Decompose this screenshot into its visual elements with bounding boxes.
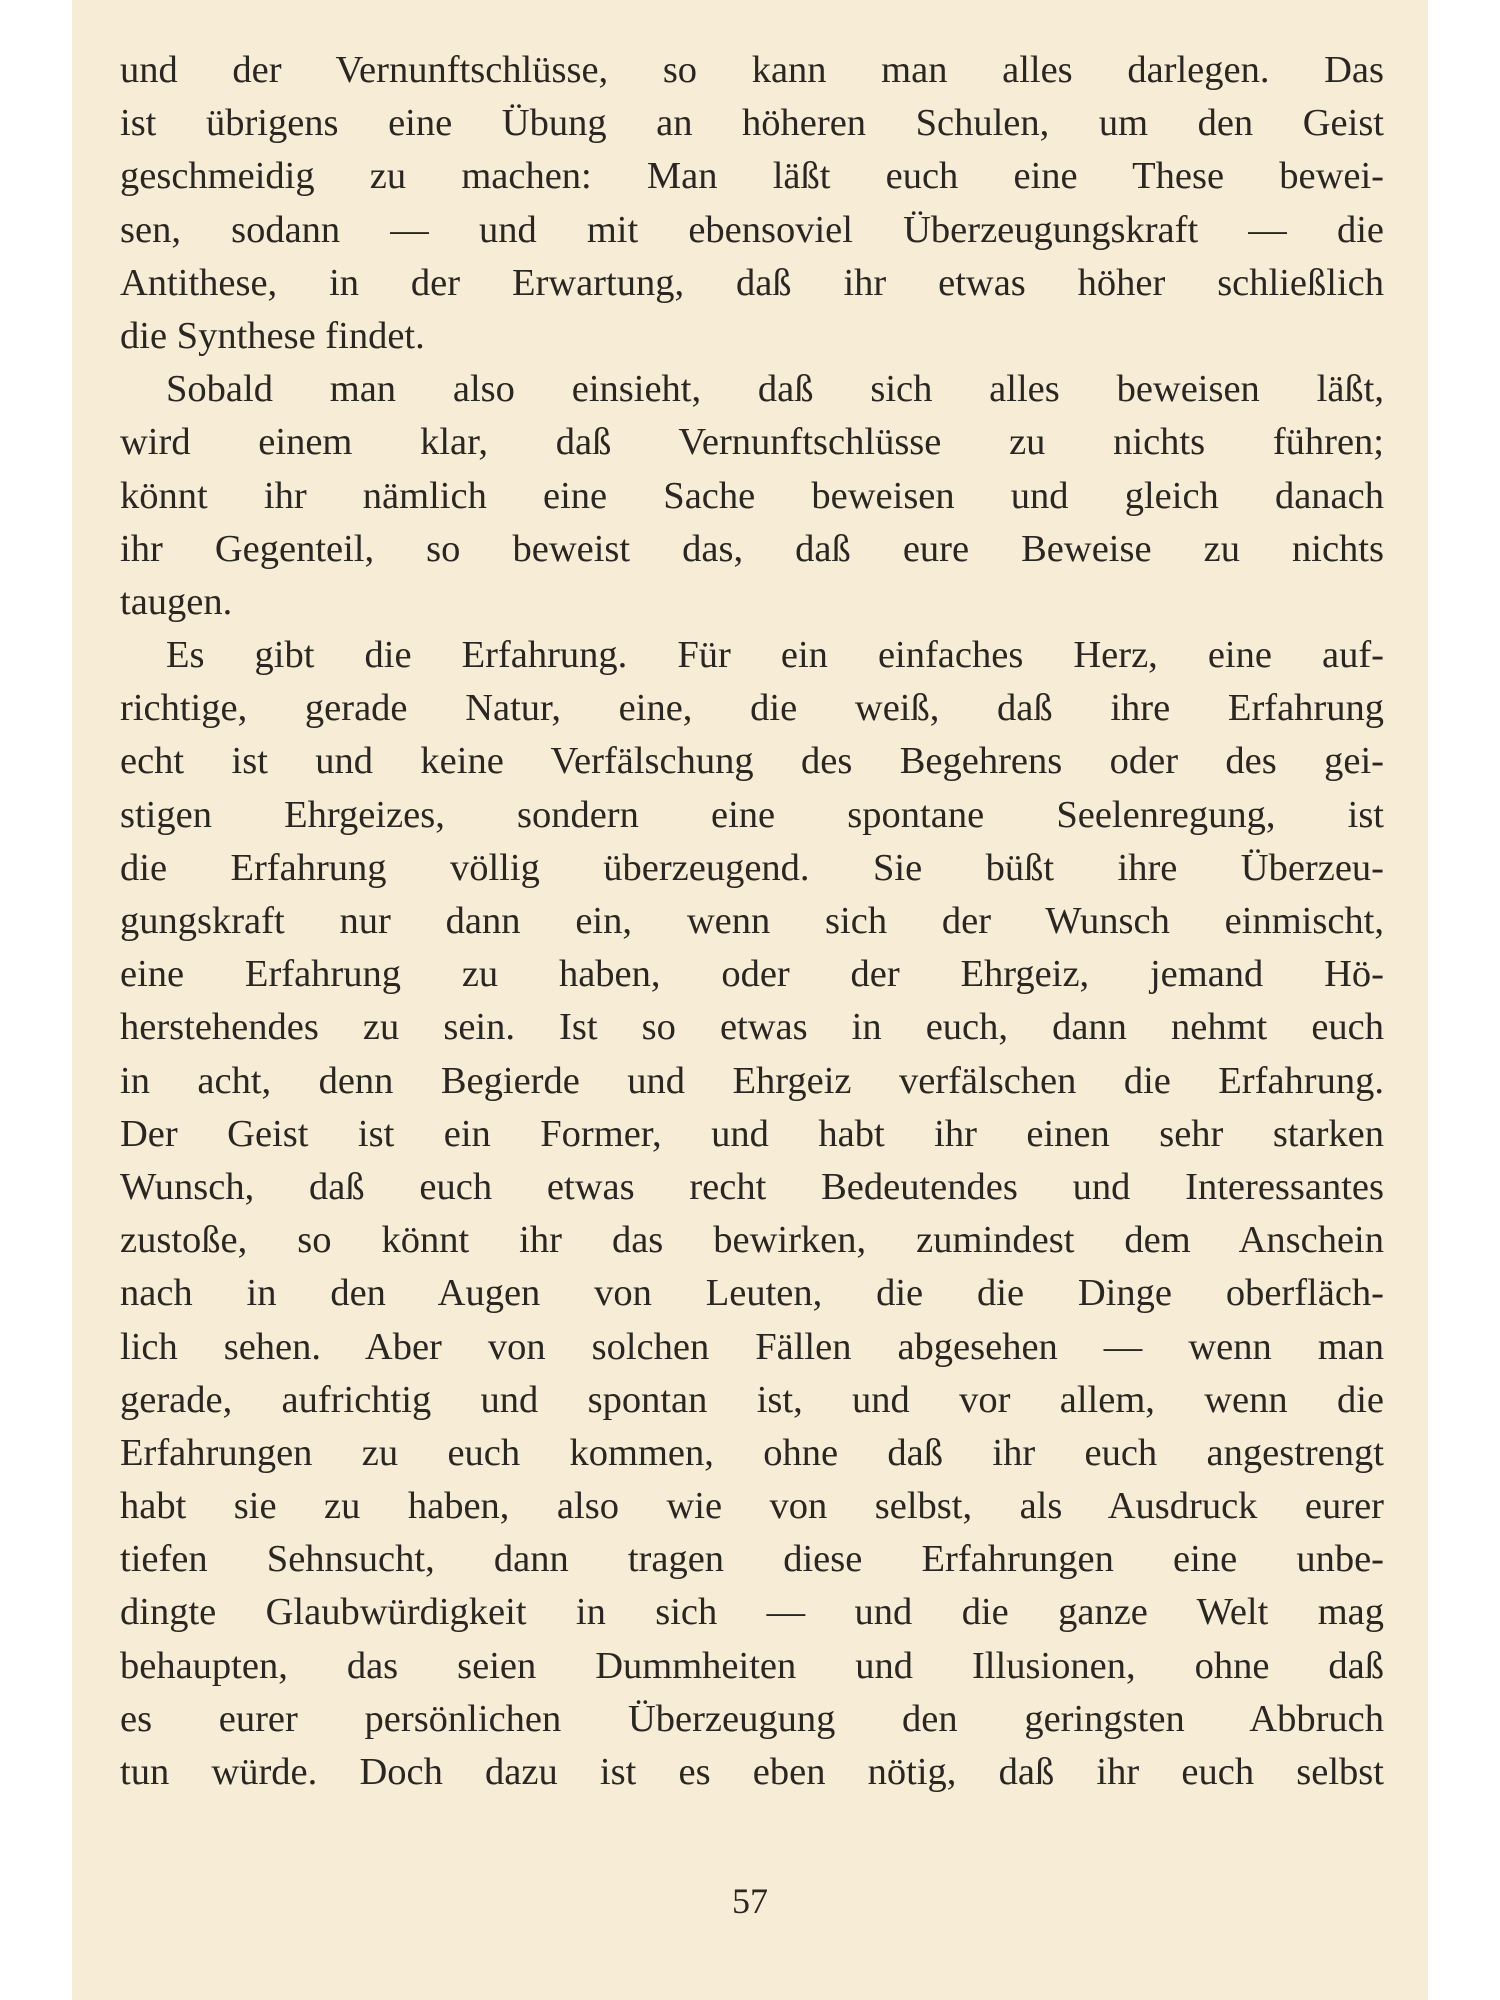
text-line: Wunsch, daß euch etwas recht Bedeutendes und Interessantes <box>120 1165 1384 1208</box>
text-line: ist übrigens eine Übung an höheren Schulen, um den Geist <box>120 102 1384 145</box>
text-line: geschmeidig zu machen: Man läßt euch eine These bewei- <box>120 155 1384 198</box>
text-line: und der Vernunftschlüsse, so kann man alles darlegen. Das <box>120 49 1384 91</box>
text-line: Der Geist ist ein Former, und habt ihr einen sehr starken <box>120 1112 1384 1155</box>
text-line: Es gibt die Erfahrung. Für ein einfaches Herz, eine auf- <box>166 634 1384 677</box>
text-line: eine Erfahrung zu haben, oder der Ehrgeiz, jemand Hö- <box>120 953 1384 996</box>
text-line: gerade, aufrichtig und spontan ist, und vor allem, wenn die <box>120 1378 1384 1421</box>
text-line: dingte Glaubwürdigkeit in sich — und die ganze Welt mag <box>120 1591 1384 1634</box>
text-line: Erfahrungen zu euch kommen, ohne daß ihr euch angestrengt <box>120 1431 1384 1474</box>
text-line: die Erfahrung völlig überzeugend. Sie büßt ihre Überzeu- <box>120 846 1384 889</box>
text-line: tiefen Sehnsucht, dann tragen diese Erfahrungen eine unbe- <box>120 1538 1384 1581</box>
text-line: Sobald man also einsieht, daß sich alles beweisen läßt, <box>166 368 1384 411</box>
text-line: wird einem klar, daß Vernunftschlüsse zu nichts führen; <box>120 421 1384 464</box>
text-line: echt ist und keine Verfälschung des Begehrens oder des gei- <box>120 740 1384 783</box>
text-line: sen, sodann — und mit ebensoviel Überzeugungskraft — die <box>120 208 1384 251</box>
body-text <box>120 44 1384 1799</box>
text-line: gungskraft nur dann ein, wenn sich der Wunsch einmischt, <box>120 900 1384 942</box>
text-line: es eurer persönlichen Überzeugung den geringsten Abbruch <box>120 1697 1384 1740</box>
text-line: Antithese, in der Erwartung, daß ihr etwas höher schließlich <box>120 261 1384 304</box>
text-line: tun würde. Doch dazu ist es eben nötig, daß ihr euch selbst <box>120 1751 1384 1793</box>
book-page <box>72 0 1428 2000</box>
text-line: könnt ihr nämlich eine Sache beweisen und gleich danach <box>120 474 1384 517</box>
text-line: in acht, denn Begierde und Ehrgeiz verfälschen die Erfahrung. <box>120 1059 1384 1102</box>
text-line: habt sie zu haben, also wie von selbst, als Ausdruck eurer <box>120 1485 1384 1528</box>
text-line: ihr Gegenteil, so beweist das, daß eure Beweise zu nichts <box>120 527 1384 570</box>
text-line: zustoße, so könnt ihr das bewirken, zumindest dem Anschein <box>120 1219 1384 1262</box>
text-line: richtige, gerade Natur, eine, die weiß, daß ihre Erfahrung <box>120 687 1384 730</box>
text-line: die Synthese findet. <box>120 314 425 357</box>
text-line: taugen. <box>120 580 233 623</box>
page-number: 57 <box>732 1881 768 1921</box>
text-line: lich sehen. Aber von solchen Fällen abgesehen — wenn man <box>120 1325 1384 1368</box>
text-line: behaupten, das seien Dummheiten und Illusionen, ohne daß <box>120 1644 1384 1687</box>
text-line: nach in den Augen von Leuten, die die Dinge oberfläch- <box>120 1272 1384 1315</box>
text-line: stigen Ehrgeizes, sondern eine spontane Seelenregung, ist <box>120 793 1384 836</box>
text-line: herstehendes zu sein. Ist so etwas in euch, dann nehmt euch <box>120 1006 1384 1049</box>
